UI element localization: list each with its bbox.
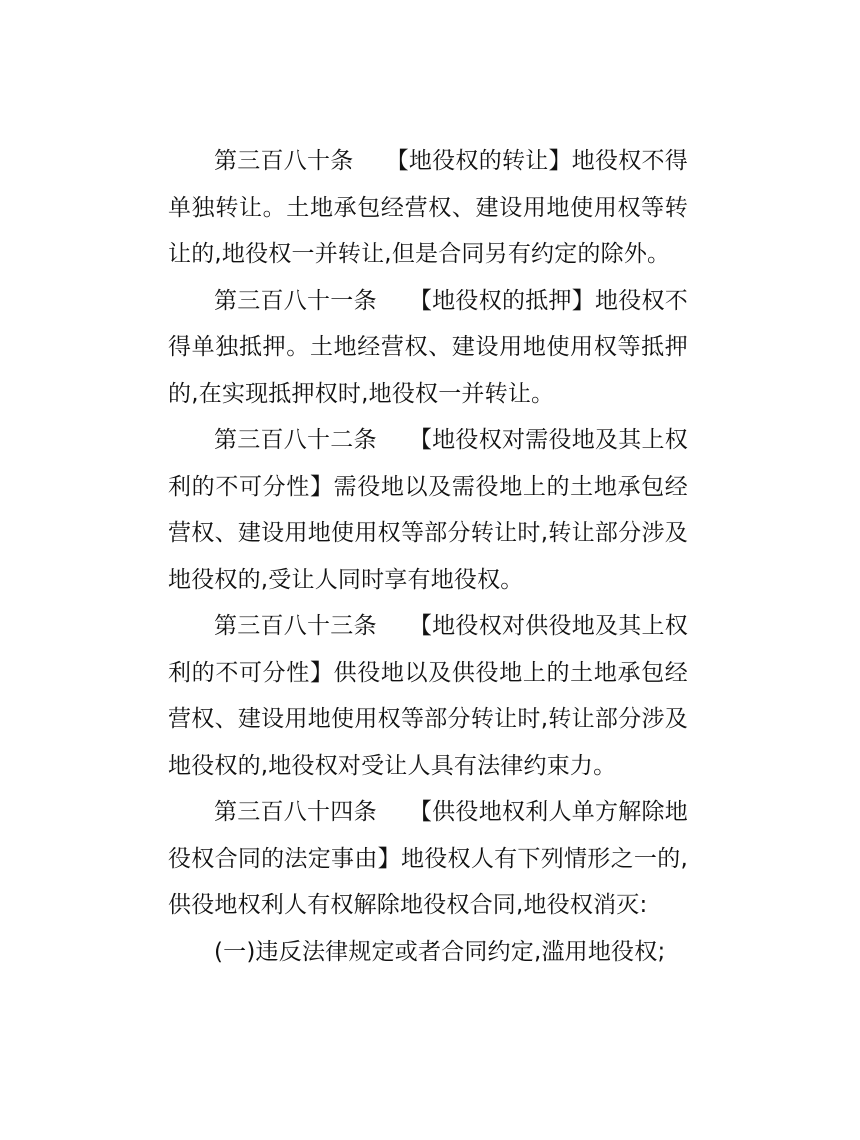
article-body: 需役地以及需役地上的土地承包经营权、建设用地使用权等部分转让时,转让部分涉及地役权的,受让人同时享有地役权。 [168, 473, 689, 593]
article-382 [168, 417, 688, 603]
article-body: 供役地以及供役地上的土地承包经营权、建设用地使用权等部分转让时,转让部分涉及地役权的,地役权对受让人具有法律约束力。 [168, 659, 689, 779]
article-title: 【供役地权利人单方解除地役权合同的法定事由】 [168, 799, 688, 872]
article-380 [168, 138, 688, 278]
article-number: 第三百八十条 [214, 148, 354, 174]
article-number: 第三百八十三条 [214, 613, 377, 639]
article-title: 【地役权的抵押】 [408, 287, 595, 314]
article-body: 地役权不得单独转让。土地承包经营权、建设用地使用权等转让的,地役权一并转让,但是合同另有约定的除外。 [168, 148, 688, 267]
article-383 [168, 603, 688, 789]
article-number: 第三百八十一条 [214, 287, 377, 314]
article-title: 【地役权对需役地及其上权利的不可分性】 [168, 427, 688, 500]
article-title: 【地役权的转让】 [385, 148, 572, 174]
article-number: 第三百八十四条 [214, 799, 377, 825]
list-item-1: (一)违反法律规定或者合同约定,滥用地役权; [214, 938, 666, 965]
article-title: 【地役权对供役地及其上权利的不可分性】 [168, 613, 688, 686]
article-body: 地役权人有下列情形之一的,供役地权利人有权解除地役权合同,地役权消灭: [168, 845, 688, 918]
article-body: 地役权不得单独抵押。土地经营权、建设用地使用权等抵押的,在实现抵押权时,地役权一并转让。 [168, 287, 688, 407]
article-384 [168, 789, 688, 929]
article-number: 第三百八十二条 [214, 427, 377, 453]
article-381 [168, 278, 688, 418]
document-page [168, 138, 688, 975]
